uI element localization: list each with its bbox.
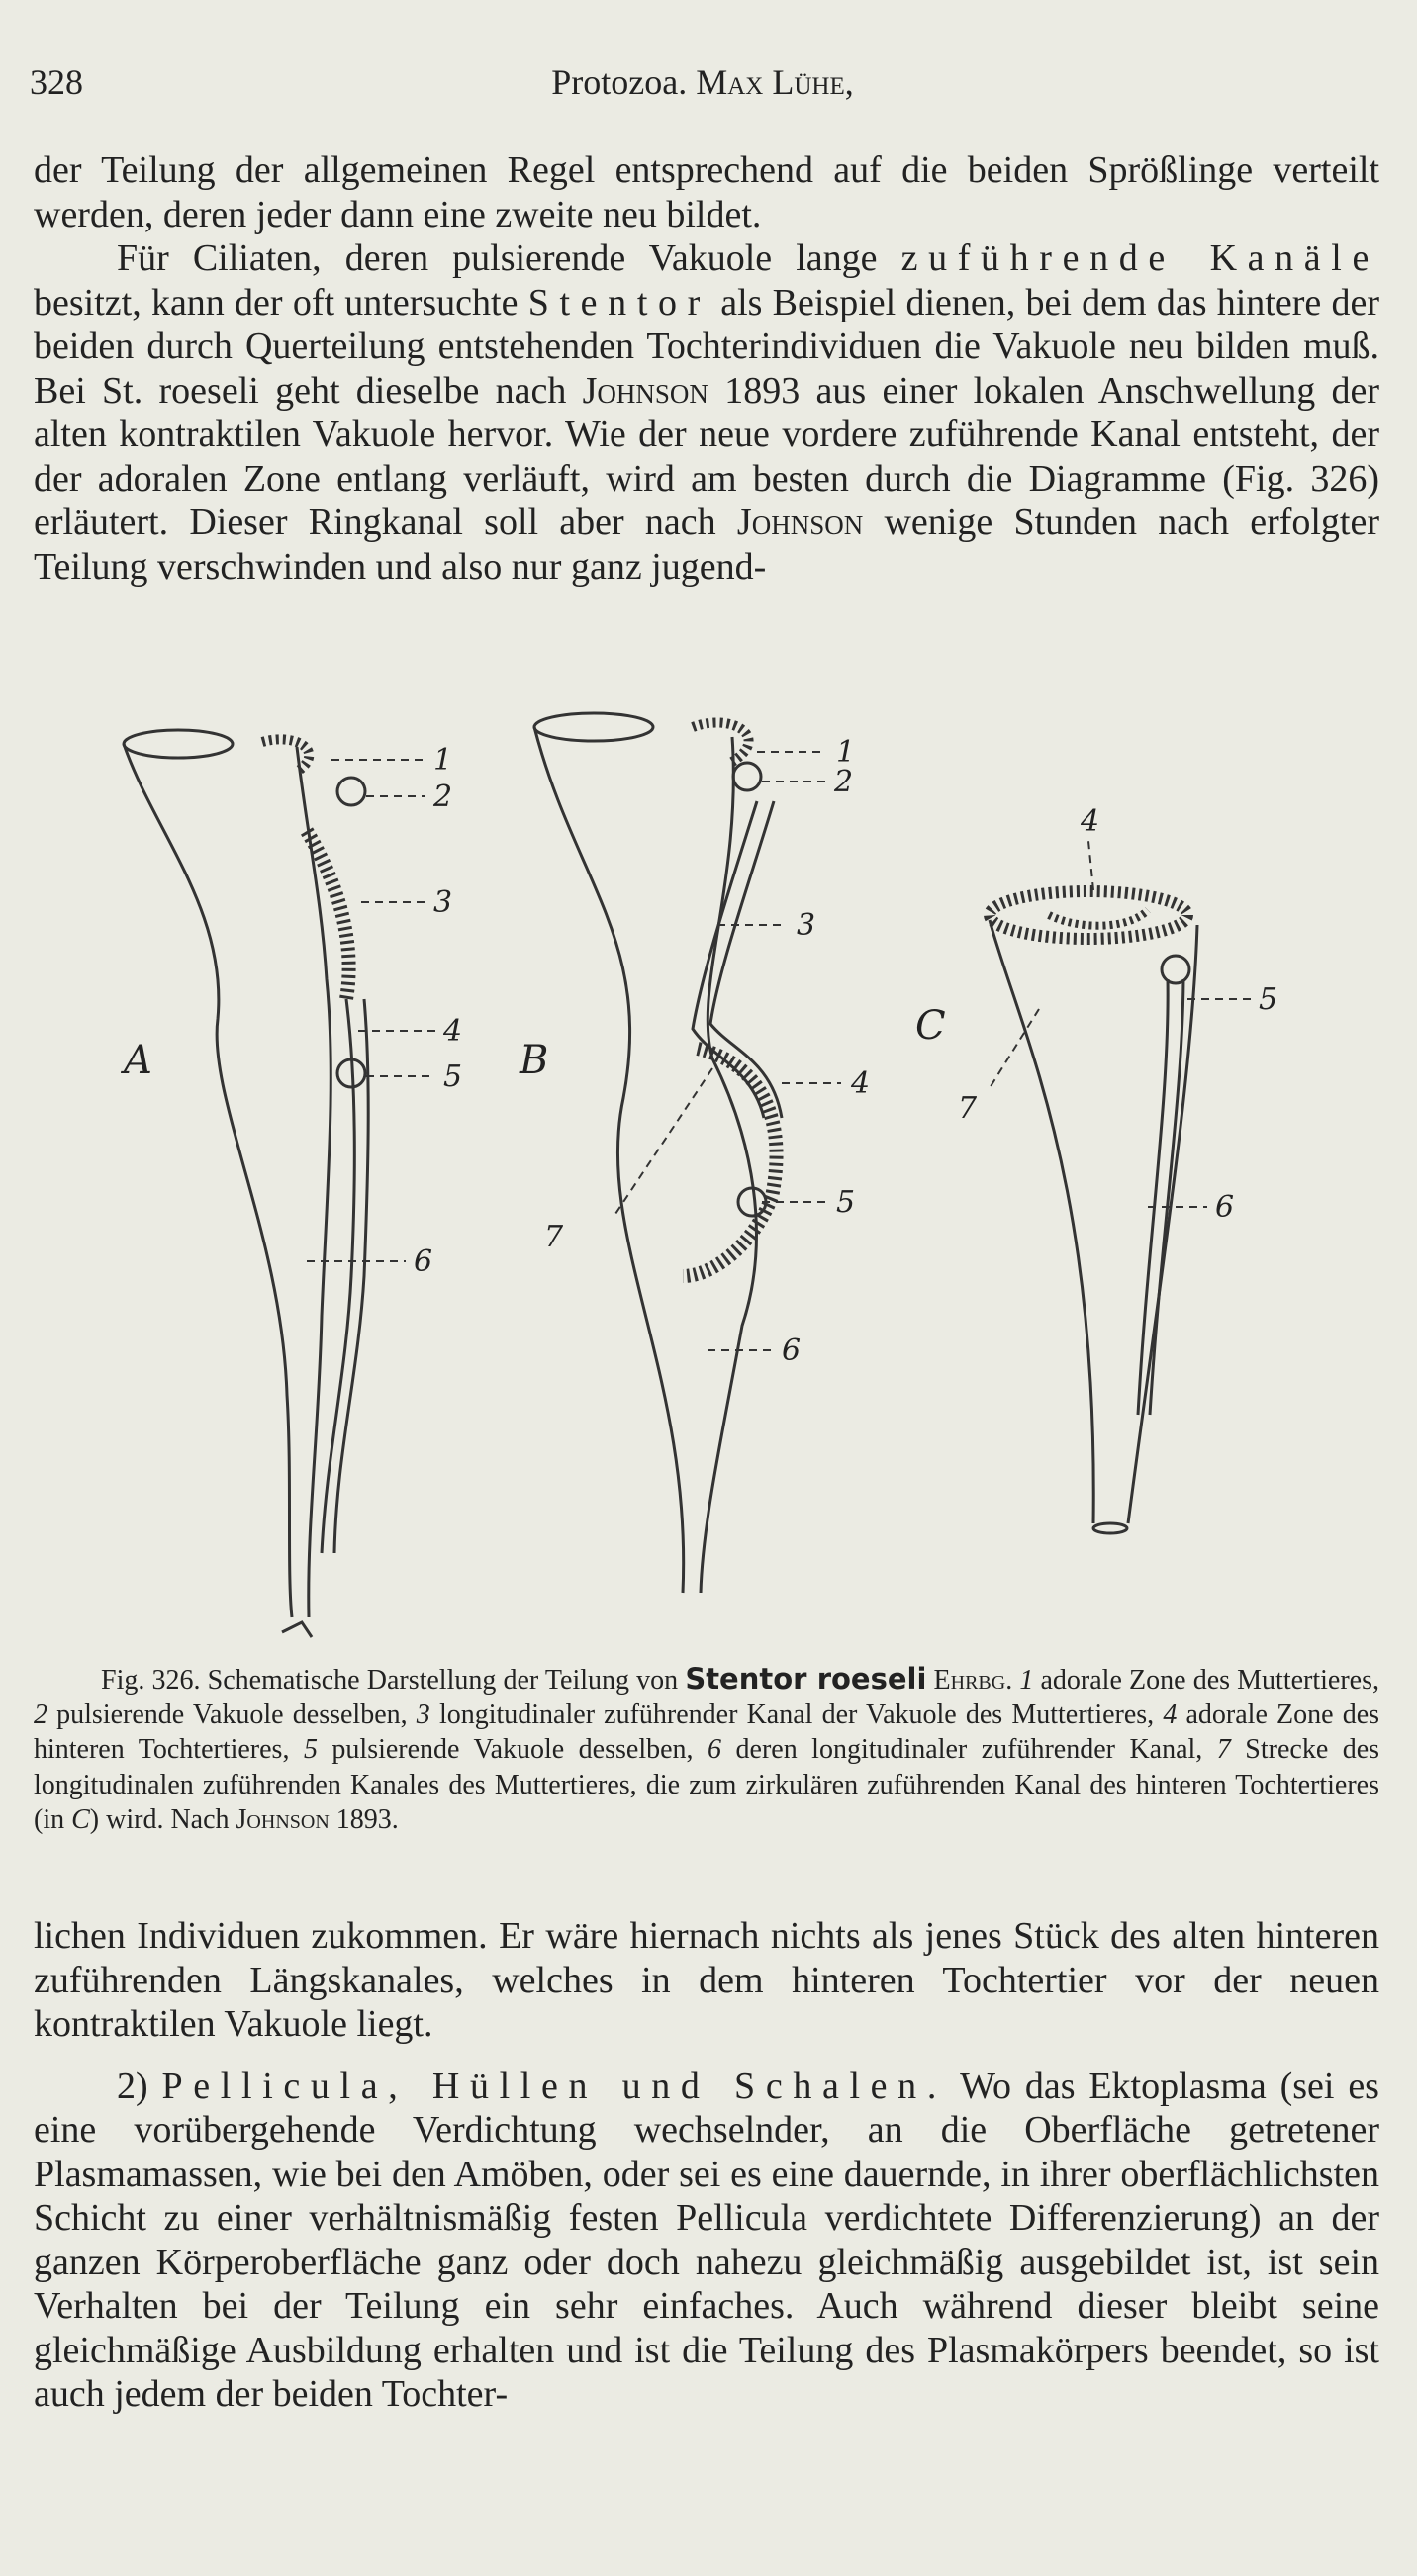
- callout-c-7: 7: [958, 1091, 978, 1126]
- panel-label-a: A: [124, 1038, 152, 1083]
- caption-author: Johnson: [236, 1803, 330, 1835]
- callout-c-5: 5: [1259, 982, 1278, 1017]
- paragraph-2: [34, 236, 1379, 589]
- callout-a-5: 5: [443, 1059, 463, 1094]
- callout-b-2: 2: [834, 765, 854, 799]
- paragraph-3: lichen Individuen zukommen. Er wäre hiernach nichts als jenes Stück des alten hinteren zuführenden Längskanales, welches in dem hinteren Tochtertier vor der neuen kontraktilen Vakuole liegt.: [34, 1915, 1379, 2045]
- panel-label-c: C: [915, 1003, 946, 1049]
- caption-item-4: adorale Zone des hinteren Tochtertieres,: [34, 1700, 1380, 1766]
- caption-species: Stentor roeseli: [685, 1662, 927, 1696]
- callout-a-3: 3: [433, 885, 453, 920]
- section-heading: Pellicula, Hüllen und Schalen.: [161, 2065, 947, 2107]
- caption-authority: Ehrbg.: [933, 1665, 1013, 1696]
- callout-b-6: 6: [782, 1334, 802, 1368]
- callout-a-4: 4: [443, 1014, 463, 1049]
- section-number: 2): [117, 2065, 148, 2107]
- caption-item-2: pulsierende Vakuole desselben,: [56, 1700, 408, 1731]
- p2-author-johnson: Johnson: [582, 369, 708, 412]
- panel-c-drawing: [990, 891, 1197, 1533]
- caption-item-1: adorale Zone des Muttertieres,: [1040, 1665, 1380, 1696]
- p2-spaced-term: zuführende Kanäle: [900, 237, 1380, 279]
- caption-num-3: 3: [416, 1700, 430, 1731]
- callout-c-4: 4: [1081, 804, 1100, 839]
- caption-num-5: 5: [303, 1734, 318, 1766]
- paragraph-1: der Teilung der allgemeinen Regel entsprechend auf die beiden Sprößlinge verteilt werden, deren jeder dann eine zweite neu bildet.: [34, 149, 1379, 235]
- p2-text-a: Für Ciliaten, deren pulsierende Vakuole lange: [117, 237, 878, 279]
- caption-intro: Schematische Darstellung der Teilung von: [207, 1665, 679, 1696]
- page-header: [30, 61, 1375, 111]
- caption-year: 1893.: [335, 1803, 399, 1835]
- callout-b-3: 3: [797, 908, 816, 943]
- caption-num-7: 7: [1216, 1734, 1231, 1766]
- paragraph-4: [34, 2065, 1379, 2417]
- caption-panel-ref: C: [71, 1803, 90, 1835]
- callout-a-1: 1: [433, 743, 453, 778]
- stentor-division-diagram: [99, 683, 1286, 1642]
- caption-num-1: 1: [1019, 1665, 1034, 1696]
- p2-author-johnson-2: Johnson: [736, 502, 864, 543]
- caption-item-3: longitudinaler zuführender Kanal der Vakuole des Muttertieres,: [438, 1700, 1155, 1731]
- panel-a-drawing: [124, 730, 368, 1637]
- caption-num-6: 6: [708, 1734, 722, 1766]
- p2-text-g: 1893 aus einer lokalen Anschwellung der alten kontraktilen Vakuole hervor. Wie der neue vordere zuführende Kanal entsteht, der der adoralen Zone entlang verläuft, wird am besten durch die Diagramme (Fig. 326) erläutert. Dieser Ringkanal soll aber nach: [34, 369, 1380, 543]
- callout-b-7: 7: [544, 1220, 564, 1254]
- p2-text-i: wenige Stunden nach erfolgter Teilung verschwinden und also nur ganz jugend-: [34, 502, 1380, 588]
- figure-326: [99, 683, 1286, 1642]
- leader-lines: [307, 752, 1252, 1350]
- callout-c-6: 6: [1215, 1190, 1235, 1225]
- bottom-text-block: [34, 1914, 1379, 2417]
- p2-text-e: als Beispiel dienen, bei dem das hintere der beiden durch Querteilung entstehenden Tochterindividuen die Vakuole neu bilden muß. Bei St. roeseli geht dieselbe nach: [34, 281, 1380, 412]
- callout-b-1: 1: [836, 735, 856, 770]
- section-body: Wo das Ektoplasma (sei es eine vorübergehende Verdichtung wechselnder, an die Oberfläche getretener Plasmamassen, wie bei den Amöben, oder sei es eine dauernde, in ihrer oberflächlichsten Schicht zu einer verhältnismäßig festen Pellicula verdichtete Differenzierung) an der ganzen Körperoberfläche ganz oder doch nahezu gleichmäßig ausgebildet ist, ist sein Verhalten bei der Teilung ein sehr einfaches. Auch während dieser bleibt seine gleichmäßige Ausbildung erhalten und ist die Teilung des Plasmakörpers beendet, so ist auch jedem der beiden Tochter-: [34, 2065, 1379, 2415]
- page-number: 328: [30, 62, 83, 102]
- running-head-author: Max Lühe,: [696, 62, 854, 102]
- top-text-block: [34, 148, 1379, 589]
- figure-caption: [34, 1662, 1379, 1837]
- p2-text-c: besitzt, kann der oft untersuchte: [34, 281, 519, 323]
- caption-item-7: Strecke des longitudinalen zuführenden Kanales des Muttertieres, die zum zirkulären zuführenden Kanal des hinteren Tochtertieres (in: [34, 1734, 1380, 1835]
- caption-item-6: deren longitudinaler zuführender Kanal,: [735, 1734, 1203, 1766]
- caption-item-5: pulsierende Vakuole desselben,: [331, 1734, 694, 1766]
- caption-num-2: 2: [34, 1700, 47, 1731]
- callout-a-2: 2: [433, 780, 453, 814]
- running-head: [30, 61, 1375, 103]
- caption-item-8: ) wird. Nach: [89, 1803, 230, 1835]
- running-head-prefix: Protozoa.: [551, 62, 688, 102]
- panel-label-b: B: [520, 1038, 549, 1083]
- caption-num-4: 4: [1163, 1700, 1178, 1731]
- callout-b-4: 4: [851, 1066, 871, 1101]
- panel-b-drawing: [534, 713, 782, 1593]
- p2-genus-stentor: Stentor: [527, 281, 710, 323]
- caption-fig-label: Fig. 326.: [101, 1665, 201, 1696]
- callout-b-5: 5: [836, 1185, 856, 1220]
- callout-a-6: 6: [414, 1244, 433, 1279]
